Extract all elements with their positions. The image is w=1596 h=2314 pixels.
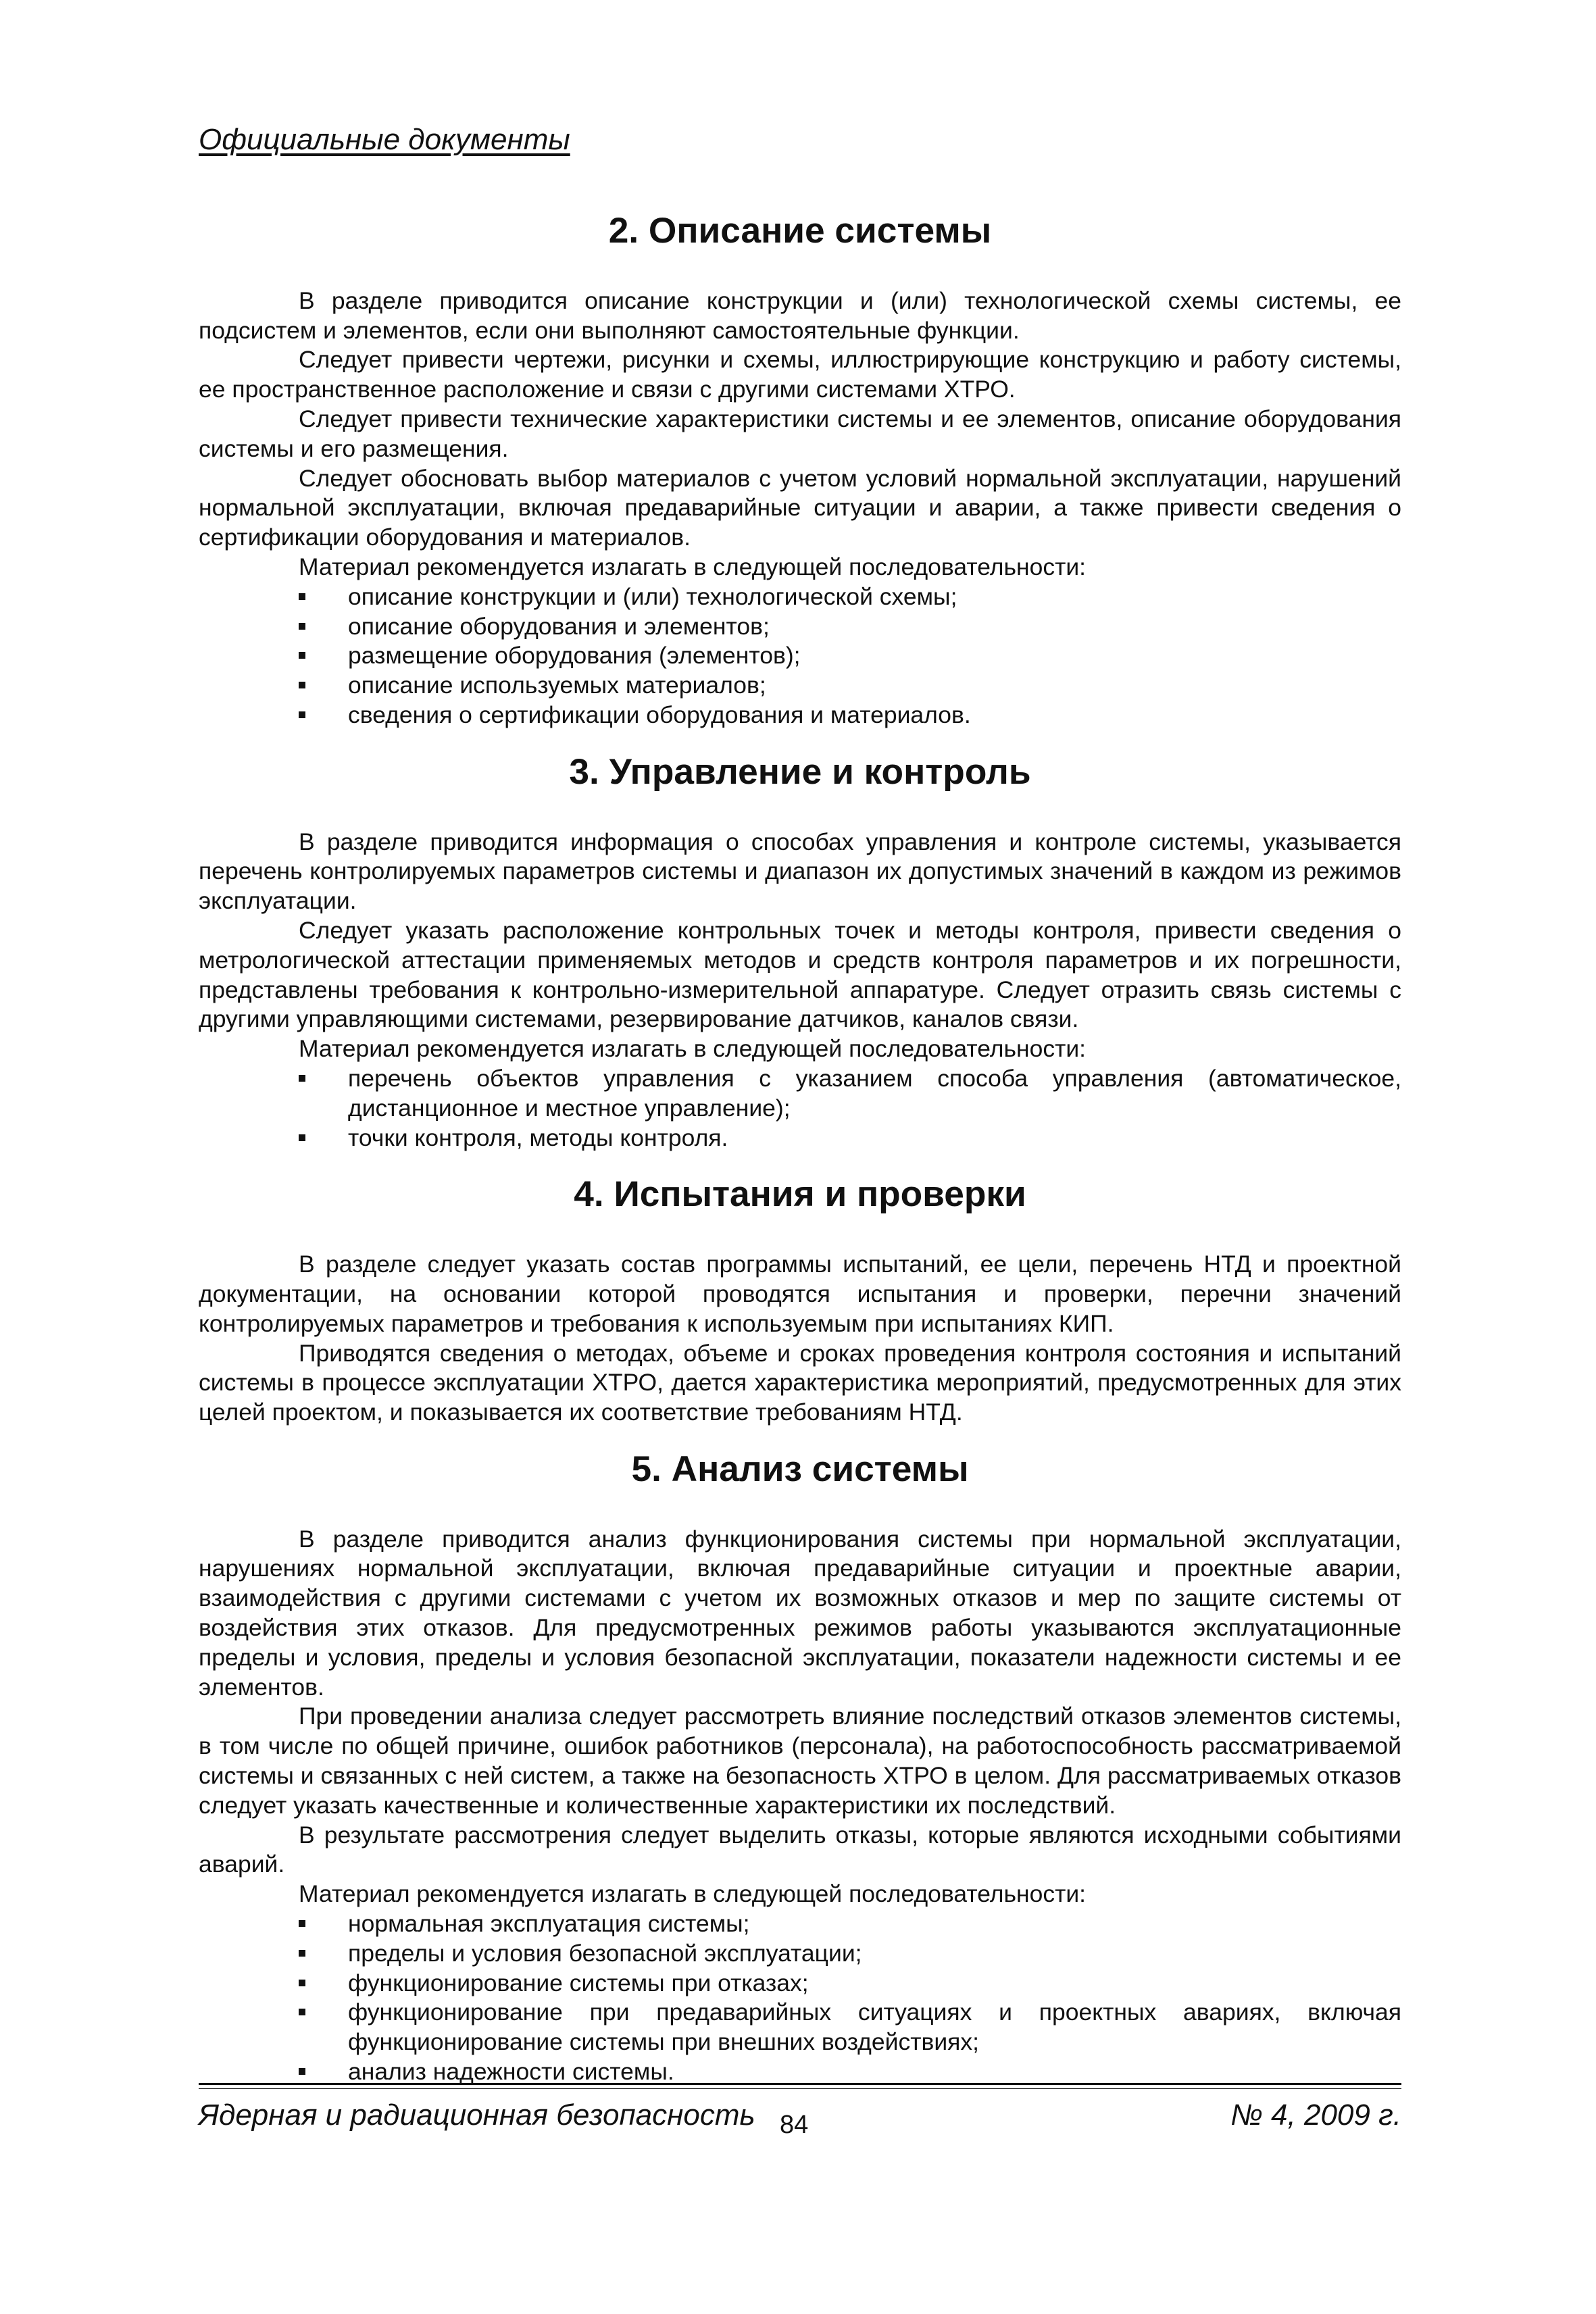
- list-item: [299, 1124, 1401, 1153]
- bullet-square-icon: [299, 652, 305, 659]
- list-item: [299, 1969, 1401, 1998]
- body-paragraph: В разделе следует указать состав программы испытаний, ее цели, перечень НТД и проектной документации, на основании которой проводятся испытания и проверки, перечни значений контролируемых параметров и требования к используемым при испытаниях КИП.: [199, 1251, 1401, 1337]
- body-paragraph: Материал рекомендуется излагать в следующей последовательности:: [299, 553, 1087, 580]
- bullet-square-icon: [299, 1075, 305, 1082]
- list-item-text: перечень объектов управления с указанием способа управления (автоматическое, дистанционное и местное управление);: [348, 1064, 1401, 1122]
- section-title: 4. Испытания и проверки: [574, 1174, 1026, 1215]
- bullet-square-icon: [299, 1950, 305, 1957]
- list-item-text: описание оборудования и элементов;: [348, 612, 770, 640]
- bullet-list: [199, 1909, 1401, 2087]
- page-number: 84: [780, 2111, 809, 2139]
- list-item-text: нормальная эксплуатация системы;: [348, 1910, 750, 1938]
- list-item: [299, 641, 1401, 671]
- bullet-square-icon: [299, 623, 305, 630]
- body-paragraph: Приводятся сведения о методах, объеме и сроках проведения контроля состояния и испытаний системы в процессе эксплуатации ХТРО, дается характеристика мероприятий, предусмотренных для этих целей проектом, и показывается их соответствие требованиям НТД.: [199, 1339, 1401, 1426]
- list-item: [299, 582, 1401, 612]
- body-paragraph: В разделе приводится анализ функционирования системы при нормальной эксплуатации, нарушениях нормальной эксплуатации, включая предаварийные ситуации и проектные аварии, взаимодействия с другими системами с учетом их возможных отказов и мер по защите системы от воздействия этих отказов. Для предусмотренных режимов работы указываются эксплуатационные пределы и условия, пределы и условия безопасной эксплуатации, показатели надежности системы и ее элементов.: [199, 1525, 1401, 1701]
- footer-divider: [199, 2083, 1401, 2085]
- list-item: [299, 612, 1401, 642]
- bullet-list: [199, 582, 1401, 730]
- body-paragraph: Следует привести технические характеристики системы и ее элементов, описание оборудования системы и его размещения.: [199, 405, 1401, 462]
- document-section: [199, 211, 1401, 730]
- list-item: [299, 1998, 1401, 2057]
- list-item: [299, 1939, 1401, 1969]
- bullet-square-icon: [299, 593, 305, 600]
- section-title: 2. Описание системы: [608, 211, 992, 251]
- list-item: [299, 1064, 1401, 1124]
- document-section: [199, 1449, 1401, 2087]
- list-item: [299, 1909, 1401, 1939]
- body-paragraph: Следует указать расположение контрольных точек и методы контроля, привести сведения о метрологической аттестации применяемых методов и средств контроля параметров и их погрешности, представлены требования к контрольно-измерительной аппаратуре. Следует отразить связь системы с другими управляющими системами, резервирование датчиков, каналов связи.: [199, 916, 1401, 1033]
- bullet-square-icon: [299, 1920, 305, 1927]
- body-paragraph: В результате рассмотрения следует выделить отказы, которые являются исходными событиями аварий.: [199, 1821, 1401, 1878]
- list-item-text: описание конструкции и (или) технологической схемы;: [348, 582, 957, 610]
- list-item-text: размещение оборудования (элементов);: [348, 642, 801, 670]
- body-paragraph: При проведении анализа следует рассмотреть влияние последствий отказов элементов системы, в том числе по общей причине, ошибок работников (персонала), на работоспособность рассматриваемой системы и связанных с ней систем, а также на безопасность ХТРО в целом. Для рассматриваемых отказов следует указать качественные и количественные характеристики их последствий.: [199, 1703, 1401, 1819]
- list-item-text: точки контроля, методы контроля.: [348, 1124, 728, 1151]
- body-paragraph: В разделе приводится описание конструкции и (или) технологической схемы системы, ее подсистем и элементов, если они выполняют самостоятельные функции.: [199, 286, 1401, 344]
- footer-divider-thin: [199, 2088, 1401, 2089]
- list-item: [299, 671, 1401, 701]
- body-paragraph: Следует обосновать выбор материалов с учетом условий нормальной эксплуатации, нарушений нормальной эксплуатации, включая предаварийные ситуации и аварии, а также привести сведения о сертификации оборудования и материалов.: [199, 464, 1401, 551]
- list-item: [299, 701, 1401, 730]
- document-section: [199, 1174, 1401, 1428]
- list-item-text: функционирование при предаварийных ситуациях и проектных авариях, включая функционирование системы при внешних воздействиях;: [348, 1998, 1401, 2056]
- body-paragraph: Следует привести чертежи, рисунки и схемы, иллюстрирующие конструкцию и работу системы, ее пространственное расположение и связи с другими системами ХТРО.: [199, 346, 1401, 403]
- running-head: Официальные документы: [199, 123, 570, 156]
- bullet-square-icon: [299, 2068, 305, 2075]
- page-content: [199, 211, 1401, 2087]
- list-item-text: пределы и условия безопасной эксплуатации;: [348, 1939, 862, 1967]
- list-item-text: описание используемых материалов;: [348, 672, 766, 699]
- journal-title: Ядерная и радиационная безопасность: [199, 2098, 755, 2132]
- page-footer: [199, 2098, 1401, 2139]
- list-item-text: сведения о сертификации оборудования и материалов.: [348, 701, 971, 728]
- bullet-list: [199, 1064, 1401, 1153]
- body-paragraph: Материал рекомендуется излагать в следующей последовательности:: [299, 1880, 1087, 1908]
- section-title: 5. Анализ системы: [631, 1449, 969, 1489]
- document-section: [199, 751, 1401, 1153]
- bullet-square-icon: [299, 711, 305, 718]
- body-paragraph: В разделе приводится информация о способах управления и контроле системы, указывается перечень контролируемых параметров системы и диапазон их допустимых значений в каждом из режимов эксплуатации.: [199, 828, 1401, 915]
- section-title: 3. Управление и контроль: [569, 751, 1031, 792]
- list-item-text: функционирование системы при отказах;: [348, 1969, 809, 1996]
- bullet-square-icon: [299, 1134, 305, 1141]
- bullet-square-icon: [299, 1980, 305, 1986]
- list-item-text: анализ надежности системы.: [348, 2058, 674, 2086]
- issue-number: № 4, 2009 г.: [1230, 2098, 1401, 2132]
- bullet-square-icon: [299, 682, 305, 688]
- bullet-square-icon: [299, 2009, 305, 2015]
- body-paragraph: Материал рекомендуется излагать в следующей последовательности:: [299, 1035, 1087, 1063]
